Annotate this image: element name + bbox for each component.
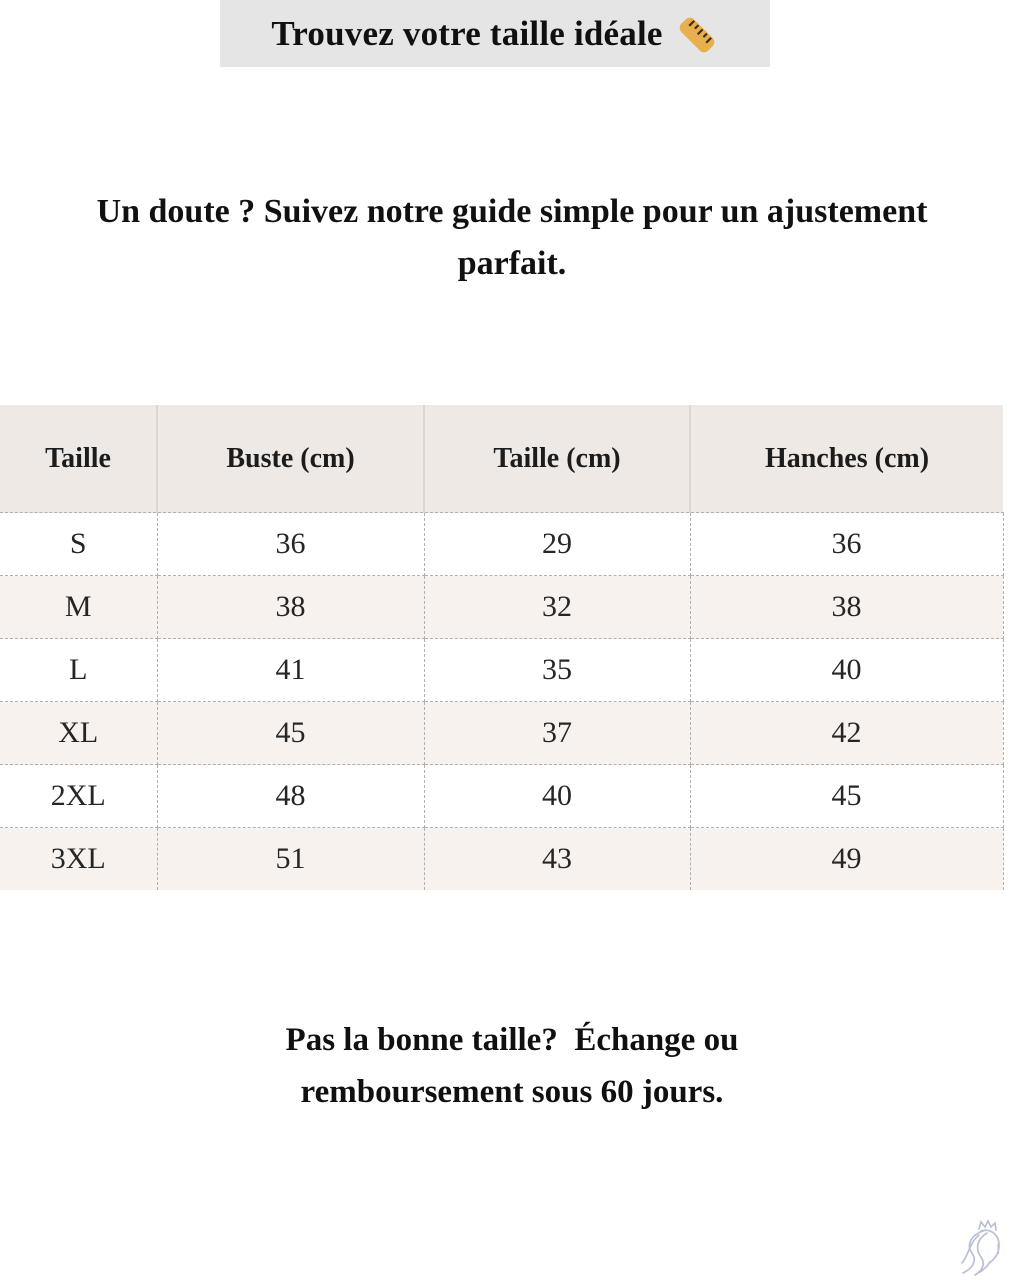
size-label: 3XL <box>0 828 157 891</box>
buste-value: 51 <box>157 828 424 891</box>
hanches-value: 42 <box>690 702 1003 765</box>
table-row-s <box>0 513 1003 576</box>
table-row-3xl <box>0 828 1003 891</box>
taille-value: 37 <box>424 702 690 765</box>
woman-crown-logo-icon <box>954 1218 1010 1278</box>
size-label: L <box>0 639 157 702</box>
table-row-m <box>0 576 1003 639</box>
column-header-taille-cm: Taille (cm) <box>424 405 690 513</box>
exchange-policy-note: Pas la bonne taille? Échange ou remboursement sous 60 jours. <box>285 1022 747 1110</box>
buste-value: 45 <box>157 702 424 765</box>
column-header-hanches: Hanches (cm) <box>690 405 1003 513</box>
taille-value: 40 <box>424 765 690 828</box>
hanches-value: 38 <box>690 576 1003 639</box>
size-guide-subtitle: Un doute ? Suivez notre guide simple pour un ajustement parfait. <box>96 193 928 282</box>
buste-value: 38 <box>157 576 424 639</box>
hanches-value: 36 <box>690 513 1003 576</box>
hanches-value: 49 <box>690 828 1003 891</box>
buste-value: 48 <box>157 765 424 828</box>
hanches-value: 40 <box>690 639 1003 702</box>
size-label: S <box>0 513 157 576</box>
column-header-buste: Buste (cm) <box>157 405 424 513</box>
size-chart-table <box>0 405 1004 890</box>
taille-value: 35 <box>424 639 690 702</box>
taille-value: 29 <box>424 513 690 576</box>
page-title: Trouvez votre taille idéale <box>271 13 663 53</box>
taille-value: 32 <box>424 576 690 639</box>
taille-value: 43 <box>424 828 690 891</box>
table-row-2xl <box>0 765 1003 828</box>
buste-value: 36 <box>157 513 424 576</box>
size-label: M <box>0 576 157 639</box>
size-label: XL <box>0 702 157 765</box>
table-row-l <box>0 639 1003 702</box>
size-guide-title-banner <box>220 0 770 67</box>
hanches-value: 45 <box>690 765 1003 828</box>
size-label: 2XL <box>0 765 157 828</box>
column-header-taille: Taille <box>0 405 157 513</box>
size-chart-header-row <box>0 405 1003 513</box>
table-row-xl <box>0 702 1003 765</box>
ruler-icon <box>675 13 719 57</box>
buste-value: 41 <box>157 639 424 702</box>
